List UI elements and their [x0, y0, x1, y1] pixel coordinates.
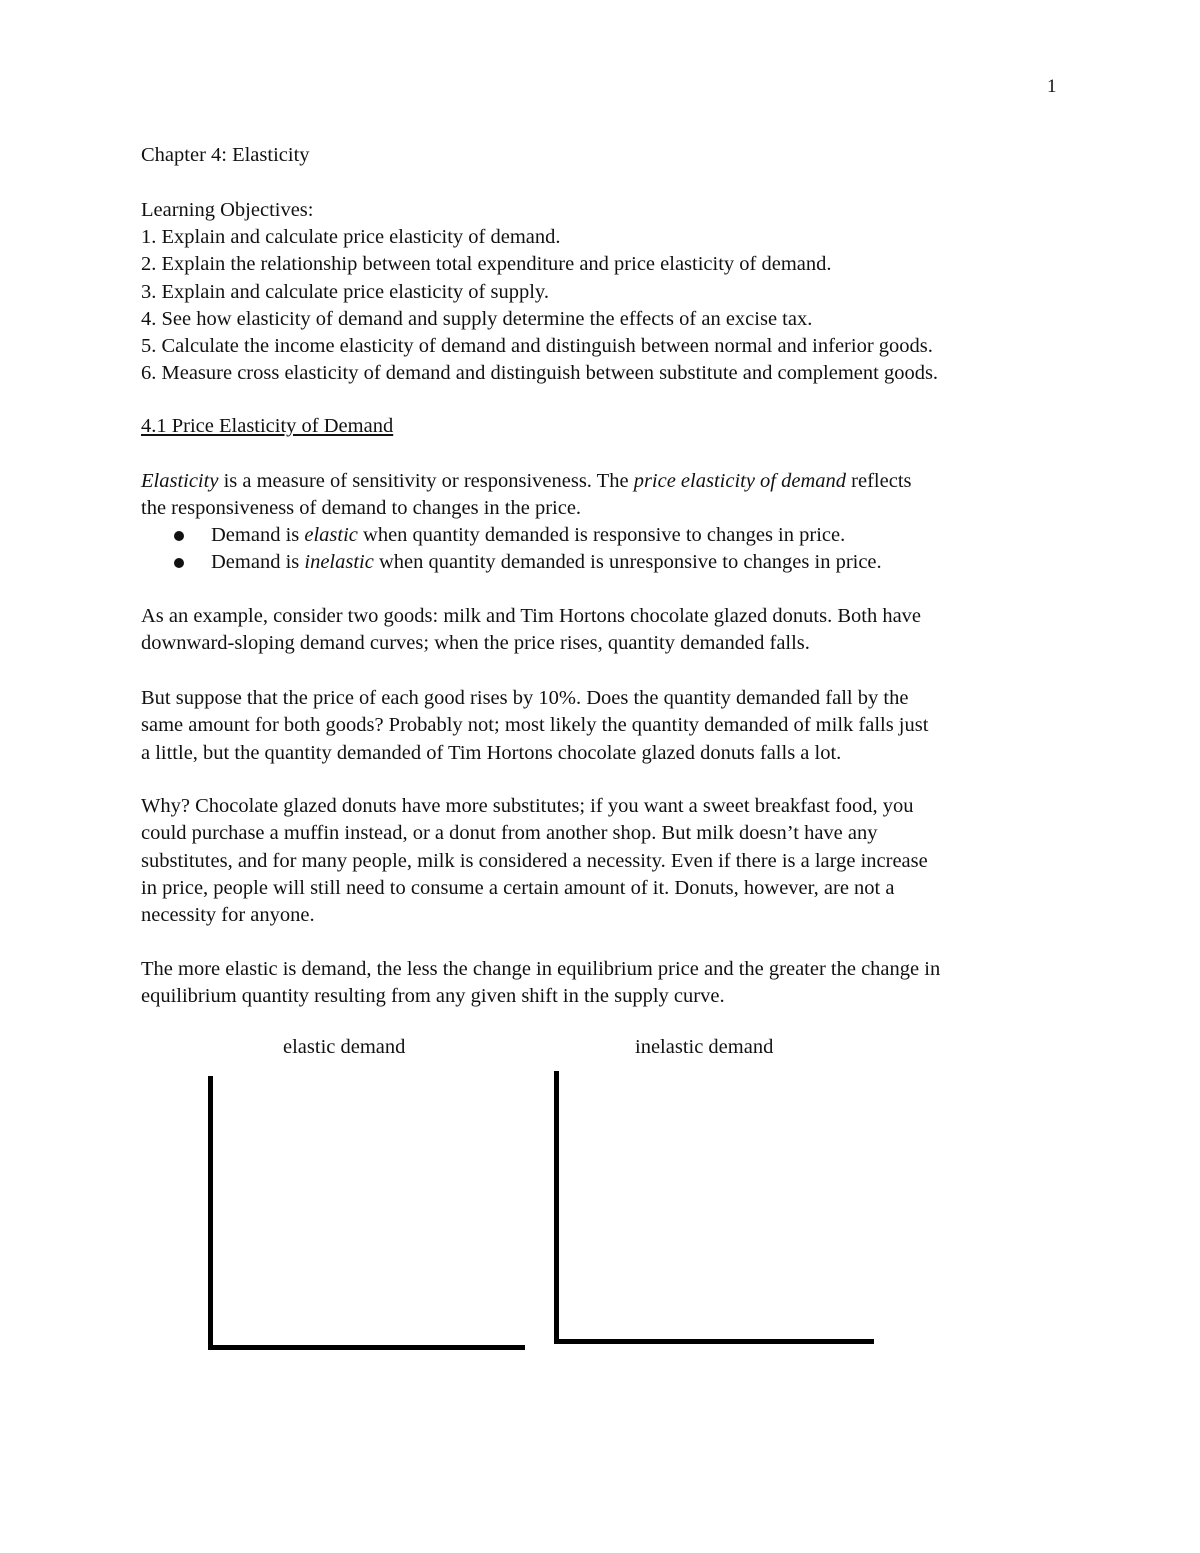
bullet-icon	[174, 531, 184, 541]
objective-item: 5. Calculate the income elasticity of demand and distinguish between normal and inferior goods.	[141, 335, 933, 358]
intro-paragraph	[141, 468, 1081, 523]
paragraph-line: Why? Chocolate glazed donuts have more substitutes; if you want a sweet breakfast food, you	[141, 795, 914, 817]
paragraph-line: same amount for both goods? Probably not; most likely the quantity demanded of milk falls just	[141, 714, 929, 737]
intro-line-2: the responsiveness of demand to changes in the price.	[141, 497, 582, 520]
elastic-demand-label: elastic demand	[283, 1036, 406, 1058]
bullet-text: Demand is	[211, 551, 305, 574]
page-number: 1	[1047, 76, 1057, 97]
objective-item: 1. Explain and calculate price elasticity of demand.	[141, 226, 561, 248]
term-price-elasticity-of-demand: price elasticity of demand	[633, 470, 847, 492]
bullet-item-elastic	[170, 522, 882, 549]
objective-item: 3. Explain and calculate price elasticity of supply.	[141, 280, 549, 303]
bullet-item-inelastic	[170, 549, 882, 576]
elastic-x-axis	[208, 1345, 525, 1350]
paragraph-line: The more elastic is demand, the less the change in equilibrium price and the greater the change in	[141, 958, 941, 980]
term-elastic: elastic	[304, 524, 358, 546]
term-inelastic: inelastic	[304, 551, 374, 574]
learning-objectives-heading: Learning Objectives:	[141, 199, 314, 221]
paragraph-suppose	[141, 685, 1081, 767]
paragraph-line: a little, but the quantity demanded of Tim Hortons chocolate glazed donuts falls a lot.	[141, 741, 842, 764]
paragraph-line: downward-sloping demand curves; when the price rises, quantity demanded falls.	[141, 632, 810, 655]
paragraph-why	[141, 793, 1081, 929]
bullet-text: Demand is	[211, 524, 305, 546]
section-heading: 4.1 Price Elasticity of Demand	[141, 415, 394, 437]
paragraph-line: in price, people will still need to consume a certain amount of it. Donuts, however, are not a	[141, 876, 895, 899]
intro-line-1	[141, 468, 1081, 495]
objective-item: 2. Explain the relationship between total expenditure and price elasticity of demand.	[141, 253, 832, 276]
elastic-y-axis	[208, 1076, 213, 1350]
intro-text-2: reflects	[846, 470, 912, 492]
paragraph-example	[141, 603, 1081, 658]
paragraph-line: equilibrium quantity resulting from any given shift in the supply curve.	[141, 985, 725, 1008]
intro-text-1: is a measure of sensitivity or responsiveness. The	[218, 470, 634, 492]
paragraph-conclusion	[141, 956, 1081, 1011]
objective-item: 6. Measure cross elasticity of demand and distinguish between substitute and complement goods.	[141, 362, 939, 385]
inelastic-y-axis	[554, 1071, 559, 1344]
bullet-icon	[174, 558, 184, 568]
bullet-text: when quantity demanded is unresponsive to changes in price.	[373, 551, 882, 574]
bullet-text: when quantity demanded is responsive to changes in price.	[357, 524, 846, 546]
paragraph-line: But suppose that the price of each good rises by 10%. Does the quantity demanded fall by the	[141, 687, 909, 709]
chapter-title: Chapter 4: Elasticity	[141, 144, 310, 166]
paragraph-line: could purchase a muffin instead, or a donut from another shop. But milk doesn’t have any	[141, 822, 878, 845]
paragraph-line: As an example, consider two goods: milk and Tim Hortons chocolate glazed donuts. Both have	[141, 605, 922, 627]
objective-item: 4. See how elasticity of demand and supply determine the effects of an excise tax.	[141, 307, 813, 330]
inelastic-demand-label: inelastic demand	[635, 1036, 774, 1058]
inelastic-x-axis	[554, 1339, 874, 1344]
paragraph-line: substitutes, and for many people, milk is considered a necessity. Even if there is a large increase	[141, 849, 928, 872]
term-elasticity: Elasticity	[141, 470, 219, 492]
learning-objectives-list	[141, 224, 1081, 388]
bullet-list	[170, 522, 882, 577]
paragraph-line: necessity for anyone.	[141, 904, 315, 927]
